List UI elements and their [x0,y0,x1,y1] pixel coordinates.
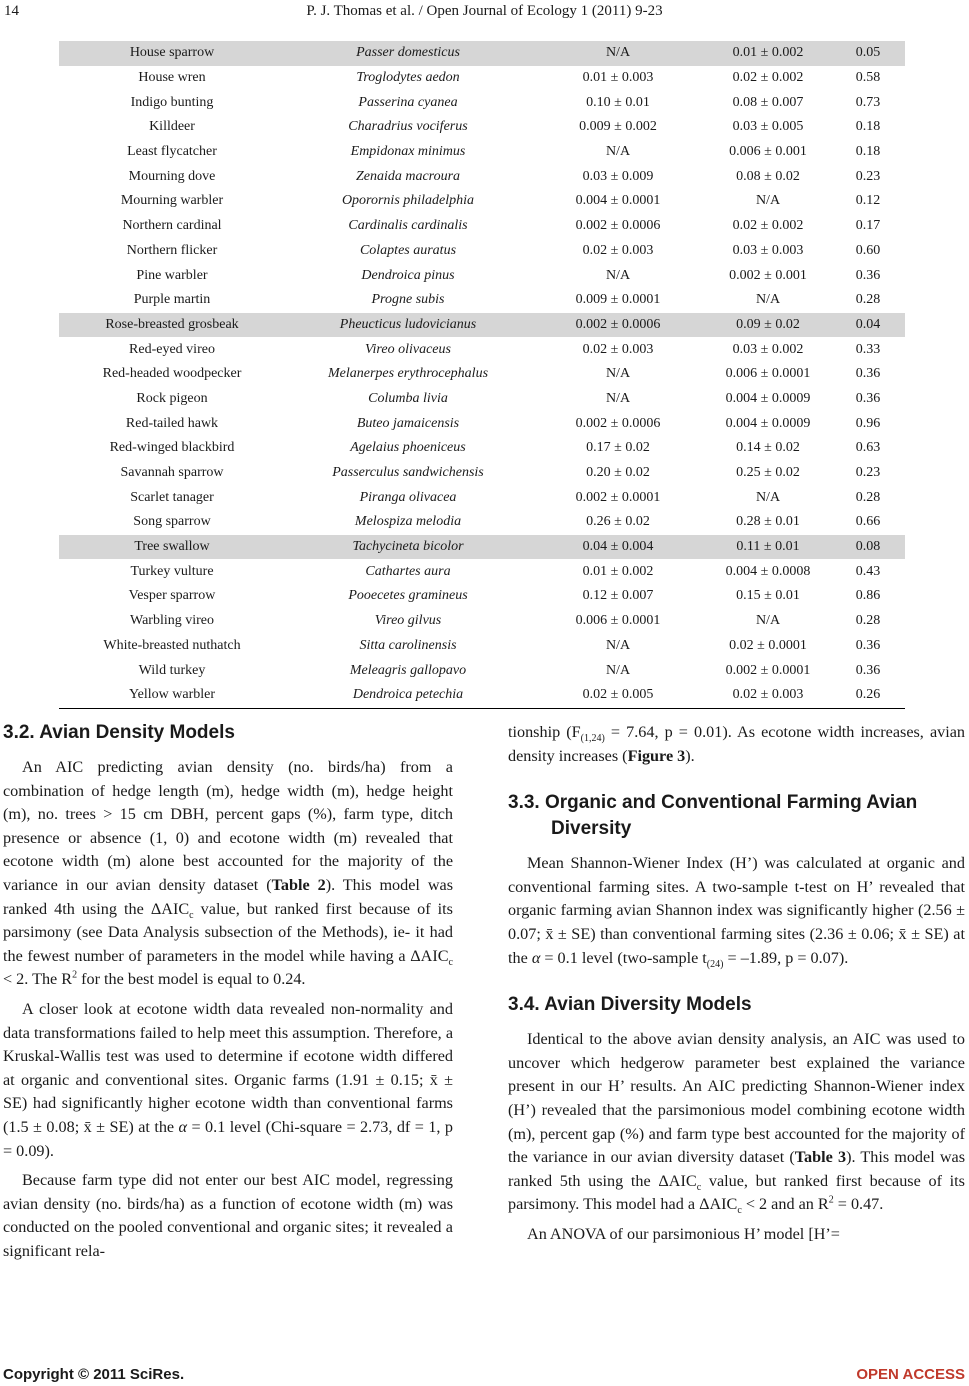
table-cell-scientific: Passerculus sandwichensis [332,465,484,481]
table-cell-v1: 0.01 ± 0.003 [582,70,654,86]
table-cell-v3: 0.23 [855,465,881,481]
table-cell-v2: 0.08 ± 0.02 [736,168,800,184]
table-cell-v2: N/A [755,613,781,629]
table-row [59,411,905,436]
table-cell-v3: 0.08 [831,535,905,560]
paragraph: tionship ($F_{(1,24)} = 7.64$, p = 0.01). As ecotone width increases, avian density increases (Figure 3). [508,723,965,765]
table-cell-common: Red-winged blackbird [109,440,235,456]
page-number: 14 [4,3,19,19]
table-cell-scientific: Dendroica petechia [285,683,531,708]
table-cell-v1: 0.03 ± 0.009 [582,168,654,184]
table-cell-v2: 0.03 ± 0.005 [732,119,804,135]
table-cell-v1: 0.01 ± 0.002 [582,563,654,579]
table-row [59,387,905,412]
table-cell-scientific: Empidonax minimus [350,144,466,160]
table-cell-common: Northern cardinal [122,218,222,234]
table-cell-v1: N/A [531,41,705,66]
table-cell-v2: 0.002 ± 0.0001 [725,662,811,678]
table-cell-v3: 0.36 [855,366,881,382]
table-cell-v2: 0.03 ± 0.002 [732,341,804,357]
table-cell-v3: 0.12 [855,193,881,209]
table-cell-scientific: Melospiza melodia [354,514,462,530]
table-row [59,115,905,140]
table-cell-common: Rose-breasted grosbeak [59,313,285,338]
table-cell-v2: 0.02 ± 0.002 [732,70,804,86]
table-cell-common: White-breasted nuthatch [103,637,241,653]
table-cell-v1: 0.10 ± 0.01 [586,94,650,110]
table-cell-scientific: Passer domesticus [285,41,531,66]
table-cell-v3: 0.60 [855,242,881,258]
left-column [3,720,453,1269]
table-cell-scientific: Pooecetes gramineus [348,588,468,604]
table-cell-common: Purple martin [133,292,211,308]
table-cell-v2: 0.006 ± 0.001 [729,144,807,160]
paragraph: Identical to the above avian density analysis, an AIC was used to uncover which hedgerow parameter best explained the variance present in our H’ results. An AIC predicting Shannon-Wiener index (H’) revealed that the parsimonious model combining ecotone width (m), percent gap (%) and farm type best accounted for the majority of the variance in our avian diversity dataset (Table 3). This model was ranked 5th using the $\Delta AIC_c$ value, but ranked first because of its parsimony. This model had a $\Delta AIC_c < 2$ and an $R^2 = 0.47$. [508,1030,966,1217]
table-cell-v1: 0.02 ± 0.003 [582,242,654,258]
table-row [59,140,905,165]
table-cell-common: Northern flicker [126,242,218,258]
table-cell-scientific: Vireo olivaceus [365,341,451,357]
table-cell-v2: 0.02 ± 0.002 [732,218,804,234]
table-cell-common: Red-eyed vireo [129,341,215,357]
table-cell-scientific: Passerina cyanea [358,94,458,110]
table-cell-scientific: Sitta carolinensis [359,637,457,653]
table-row [59,313,905,338]
table-cell-v3: 0.36 [855,267,881,283]
table-cell-scientific: Meleagris gallopavo [349,662,467,678]
table-cell-v1: N/A [605,390,631,406]
table-cell-common: Vesper sparrow [128,588,216,604]
table-cell-v1: N/A [605,144,631,160]
table-cell-common: Turkey vulture [130,563,214,579]
table-cell-v2: 0.03 ± 0.003 [732,242,804,258]
section-heading: 3.3. Organic and Conventional Farming Avian Diversity [508,792,918,840]
table-row [59,66,905,91]
table-cell-v3: 0.26 [831,683,905,708]
table-cell-scientific: Troglodytes aedon [356,70,460,86]
table-cell-v1: 0.17 ± 0.02 [586,440,650,456]
table-cell-v3: 0.17 [855,218,881,234]
table-cell-v3: 0.63 [855,440,881,456]
table-cell-scientific: Cardinalis cardinalis [348,218,468,234]
table-cell-scientific: Tachycineta bicolor [285,535,531,560]
table-row [59,658,905,683]
table-cell-common: Warbling vireo [129,613,214,629]
table-cell-v1: 0.02 ± 0.003 [582,341,654,357]
table-cell-v1: 0.002 ± 0.0006 [575,218,661,234]
table-row [59,609,905,634]
table-cell-common: Rock pigeon [136,390,208,406]
table-cell-scientific: Colaptes auratus [359,242,457,258]
table-row [59,263,905,288]
table-cell-v1: 0.009 ± 0.002 [579,119,657,135]
section-heading: 3.4. Avian Diversity Models [508,994,752,1016]
table-cell-v3: 0.28 [855,613,881,629]
table-row [59,189,905,214]
table-cell-common: Indigo bunting [130,94,214,110]
table-cell-common: Scarlet tanager [130,489,214,505]
table-cell-v1: 0.002 ± 0.0006 [575,415,661,431]
table-cell-v2: 0.15 ± 0.01 [736,588,800,604]
table-cell-v2: 0.01 ± 0.002 [705,41,831,66]
table-cell-v1: N/A [605,366,631,382]
table-cell-v1: N/A [605,637,631,653]
table-cell-v2: 0.25 ± 0.02 [736,465,800,481]
table-row [59,634,905,659]
paragraph: Mean Shannon-Wiener Index (H’) was calculated at organic and conventional farming sites. A two-sample t-test on H’ revealed that organic farming avian Shannon index was significantly higher (2.56 ± 0.07; x̄ ± SE) than conventional farming sites (2.36 ± 0.06; x̄ ± SE) at the α = 0.1 level (two-sample $t_{(24)} = -1.89$, p = 0.07). [508,854,965,970]
table-cell-v3: 0.28 [855,489,881,505]
table-cell-v3: 0.33 [855,341,881,357]
table-cell-v2: 0.08 ± 0.007 [732,94,804,110]
table-cell-scientific: Columba livia [368,390,448,406]
table-cell-v2: 0.002 ± 0.001 [729,267,807,283]
table-cell-v1: 0.002 ± 0.0001 [575,489,661,505]
table-cell-common: Killdeer [149,119,195,135]
table-row [59,337,905,362]
paragraph: A closer look at ecotone width data revealed non-normality and data transformations failed to help meet this assumption. Therefore, a Kruskal-Wallis test was used to determine if ecotone width differed at organic and conventional sites. Organic farms (1.91 ± 0.15; x̄ ± SE) had significantly higher ecotone width than conventional farms (1.5 ± 0.08; x̄ ± SE) at the α = 0.1 level (Chi-square = 2.73, df = 1, p = 0.09). [3,999,453,1160]
table-cell-v2: 0.006 ± 0.0001 [725,366,811,382]
table-cell-common: Mourning warbler [120,193,224,209]
table-cell-v1: 0.02 ± 0.005 [531,683,705,708]
table-cell-v1: 0.20 ± 0.02 [586,465,650,481]
table-cell-v2: N/A [755,292,781,308]
table-cell-v1: N/A [605,662,631,678]
paragraph: An ANOVA of our parsimonious H’ model [H’= [527,1224,840,1243]
table-ref[interactable]: Table 2 [271,875,326,894]
copyright: Copyright © 2011 SciRes. [3,1366,185,1383]
table-cell-v1: 0.006 ± 0.0001 [575,613,661,629]
table-row [59,485,905,510]
table-cell-v3: 0.18 [855,144,881,160]
running-title: P. J. Thomas et al. / Open Journal of Ecology 1 (2011) 9-23 [306,3,663,19]
table-cell-scientific: Progne subis [371,292,445,308]
table-cell-v1: 0.04 ± 0.004 [531,535,705,560]
table-cell-scientific: Buteo jamaicensis [356,415,460,431]
table-cell-v3: 0.23 [855,168,881,184]
table-row [59,90,905,115]
table-row [59,41,905,66]
table-cell-v2: 0.14 ± 0.02 [736,440,800,456]
table-row [59,239,905,264]
table-cell-scientific: Pheucticus ludovicianus [285,313,531,338]
table-cell-v1: 0.002 ± 0.0006 [531,313,705,338]
open-access-label[interactable]: OPEN ACCESS [856,1366,965,1383]
table-cell-v3: 0.58 [855,70,881,86]
table-cell-scientific: Zenaida macroura [355,168,461,184]
table-row [59,288,905,313]
table-cell-common: Mourning dove [128,168,216,184]
table-cell-common: Red-tailed hawk [125,415,219,431]
table-cell-common: House wren [138,70,206,86]
right-column [508,721,965,1253]
table-row [59,510,905,535]
table-cell-v2: 0.004 ± 0.0008 [725,563,811,579]
table-cell-v2: 0.28 ± 0.01 [736,514,800,530]
table-cell-scientific: Melanerpes erythrocephalus [327,366,489,382]
table-cell-common: Least flycatcher [127,144,217,160]
table-cell-v2: 0.004 ± 0.0009 [725,415,811,431]
table-cell-v2: 0.02 ± 0.0001 [729,637,807,653]
figure-ref[interactable]: Figure 3 [627,746,686,765]
table-cell-v3: 0.66 [855,514,881,530]
table-cell-scientific: Charadrius vociferus [348,119,468,135]
table-cell-scientific: Vireo gilvus [374,613,442,629]
table-cell-v3: 0.73 [855,94,881,110]
table-row [59,535,905,560]
table-row [59,362,905,387]
table-cell-scientific: Piranga olivacea [359,489,457,505]
table-cell-common: Yellow warbler [59,683,285,708]
table-cell-scientific: Oporornis philadelphia [341,193,475,209]
table-cell-scientific: Cathartes aura [365,563,451,579]
table-row [59,164,905,189]
table-cell-v1: 0.009 ± 0.0001 [575,292,661,308]
table-cell-scientific: Dendroica pinus [361,267,455,283]
table-cell-v2: 0.11 ± 0.01 [705,535,831,560]
table-cell-v3: 0.36 [855,637,881,653]
table-row [59,584,905,609]
table-cell-v3: 0.86 [855,588,881,604]
table-cell-v1: 0.26 ± 0.02 [586,514,650,530]
table-cell-common: Red-headed woodpecker [102,366,242,382]
table-cell-common: Tree swallow [59,535,285,560]
table-cell-v3: 0.43 [855,563,881,579]
table-cell-v3: 0.05 [831,41,905,66]
table-cell-v2: 0.02 ± 0.003 [705,683,831,708]
table-cell-v1: N/A [605,267,631,283]
table-cell-v2: N/A [755,489,781,505]
table-row [59,683,905,708]
paragraph: An AIC predicting avian density (no. birds/ha) from a combination of hedge length (m), hedge width (m), hedge height (m), no. trees > 15 cm DBH, percent gaps (%), farm type, ditch presence or absence (1, 0) and ecotone width (m) revealed that ecotone width (m) alone best accounted for the majority of the variance in our avian density dataset (Table 2). This model was ranked 4th using the $\Delta AIC_c$ value, but ranked first because of its parsimony (see Data Analysis subsection of the Methods), ie- it had the fewest number of parameters in the model while having a $\Delta AIC_c < 2$. The $R^2$ for the best model is equal to 0.24. [3,758,453,989]
table-ref[interactable]: Table 3 [794,1148,847,1167]
table-row [59,214,905,239]
table-cell-v3: 0.28 [855,292,881,308]
section-heading: 3.2. Avian Density Models [3,722,235,743]
table-cell-v1: 0.004 ± 0.0001 [575,193,661,209]
table-cell-v3: 0.96 [855,415,881,431]
paragraph: Because farm type did not enter our best AIC model, regressing avian density (no. birds/ha) as a function of ecotone width (m) was conducted on the pooled conventional and organic sites; it revealed a significant rela- [3,1171,453,1260]
species-table [59,41,905,709]
table-cell-v2: N/A [755,193,781,209]
table-cell-common: House sparrow [59,41,285,66]
table-cell-v3: 0.36 [855,662,881,678]
table-cell-common: Savannah sparrow [120,465,224,481]
table-cell-v2: 0.09 ± 0.02 [705,313,831,338]
table-cell-v3: 0.18 [855,119,881,135]
table-cell-v1: 0.12 ± 0.007 [582,588,654,604]
table-row [59,461,905,486]
table-cell-common: Pine warbler [136,267,208,283]
table-cell-common: Song sparrow [133,514,211,530]
table-cell-v2: 0.004 ± 0.0009 [725,390,811,406]
table-row [59,436,905,461]
table-cell-scientific: Agelaius phoeniceus [350,440,466,456]
table-cell-common: Wild turkey [138,662,206,678]
table-cell-v3: 0.36 [855,390,881,406]
table-cell-v3: 0.04 [831,313,905,338]
table-row [59,559,905,584]
